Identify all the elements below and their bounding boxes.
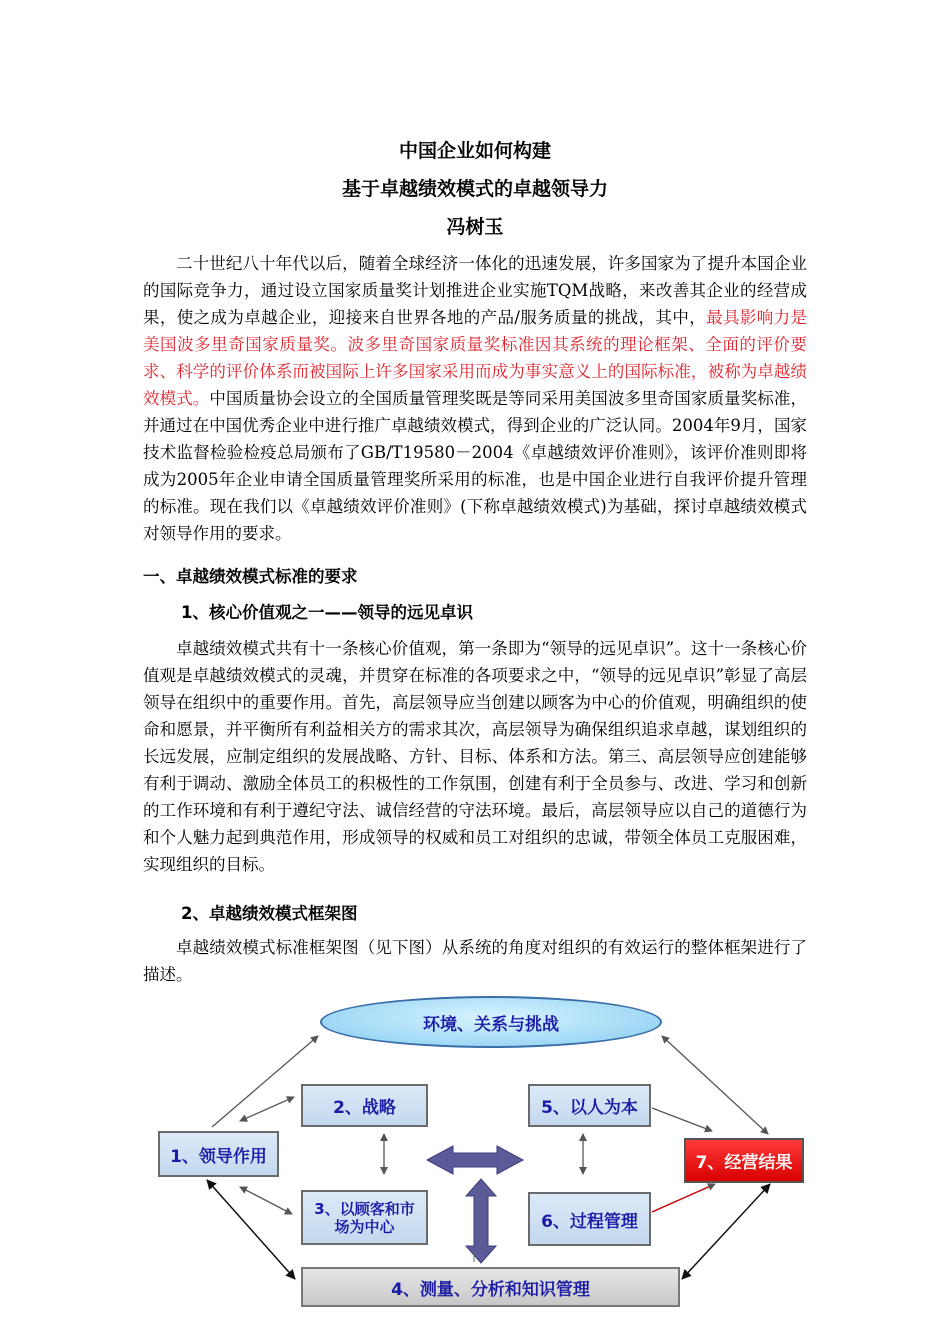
subsection-2-heading: 2、卓越绩效模式框架图 xyxy=(181,904,358,923)
people-box: 5、以人为本 xyxy=(528,1084,651,1127)
environment-ellipse: 环境、关系与挑战 xyxy=(320,996,662,1048)
subsection-2-body: 卓越绩效模式标准框架图（见下图）从系统的角度对组织的有效运行的整体框架进行了描述。 xyxy=(143,938,807,984)
arrow-process-to-results xyxy=(652,1184,715,1212)
title-line-2: 基于卓越绩效模式的卓越领导力 xyxy=(341,178,608,200)
subsection-1-heading: 1、核心价值观之一——领导的远见卓识 xyxy=(181,603,473,622)
vertical-double-arrow xyxy=(466,1179,496,1263)
horizontal-double-arrow xyxy=(427,1146,523,1174)
author: 冯树玉 xyxy=(446,216,504,238)
business-results-box: 7、经营结果 xyxy=(684,1138,804,1183)
arrow-leadership-strategy xyxy=(240,1097,294,1121)
customer-box-line-2: 场为中心 xyxy=(334,1217,395,1236)
intro-text-2: 中国质量协会设立的全国质量管理奖既是等同采用美国波多里奇国家质量奖标准，并通过在中国优秀企业中进行推广卓越绩效模式，得到企业的广泛认同。2004年9月，国家技术监督检验检疫总局颁布了GB/T19580－2004《卓越绩效评价准则》，该评价准则即将成为2005年企业申请全国质量管理奖所采用的标准，也是中国企业进行自我评价提升管理的标准。现在我们以《卓越绩效评价准则》(下称卓越绩效模式)为基础，探讨卓越绩效模式对领导作用的要求。 xyxy=(143,389,808,543)
arrow-people-to-results xyxy=(652,1108,712,1131)
customer-market-box xyxy=(301,1190,428,1245)
arrow-env-to-results xyxy=(662,1036,768,1134)
process-management-box: 6、过程管理 xyxy=(528,1192,651,1246)
arrow-leadership-measurement xyxy=(207,1180,295,1279)
arrow-results-measurement xyxy=(682,1184,770,1279)
intro-text-1: 二十世纪八十年代以后，随着全球经济一体化的迅速发展，许多国家为了提升本国企业的国际竞争力，通过设立国家质量奖计划推进企业实施TQM战略，来改善其企业的经营成果，使之成为卓越企业，迎接来自世界各地的产品/服务质量的挑战，其中， xyxy=(143,254,807,327)
arrow-leadership-customer xyxy=(240,1187,292,1214)
measurement-box: 4、测量、分析和知识管理 xyxy=(301,1267,680,1307)
customer-box-line-1: 3、以顾客和市 xyxy=(314,1199,415,1218)
section-1-heading: 一、卓越绩效模式标准的要求 xyxy=(143,567,358,586)
intro-highlight: 最具影响力是美国波多里奇国家质量奖。波多里奇国家质量奖标准因其系统的理论框架、全面的评价要求、科学的评价体系而被国际上许多国家采用而成为事实意义上的国际标准，被称为卓越绩效模式。 xyxy=(143,308,808,408)
subsection-1-body: 卓越绩效模式共有十一条核心价值观，第一条即为“领导的远见卓识”。这十一条核心价值观是卓越绩效模式的灵魂，并贯穿在标准的各项要求之中，“领导的远见卓识”彰显了高层领导在组织中的重要作用。首先，高层领导应当创建以顾客为中心的价值观，明确组织的使命和愿景，并平衡所有利益相关方的需求其次，高层领导为确保组织追求卓越，谋划组织的长远发展，应制定组织的发展战略、方针、目标、体系和方法。第三、高层领导应创建能够有利于调动、激励全体员工的积极性的工作氛围，创建有利于全员参与、改进、学习和创新的工作环境和有利于遵纪守法、诚信经营的守法环境。最后，高层领导应以自己的道德行为和个人魅力起到典范作用，形成领导的权威和员工对组织的忠诚，带领全体员工克服困难，实现组织的目标。 xyxy=(143,639,807,874)
leadership-box: 1、领导作用 xyxy=(158,1131,279,1177)
title-line-1: 中国企业如何构建 xyxy=(398,140,551,162)
strategy-box: 2、战略 xyxy=(301,1084,428,1127)
